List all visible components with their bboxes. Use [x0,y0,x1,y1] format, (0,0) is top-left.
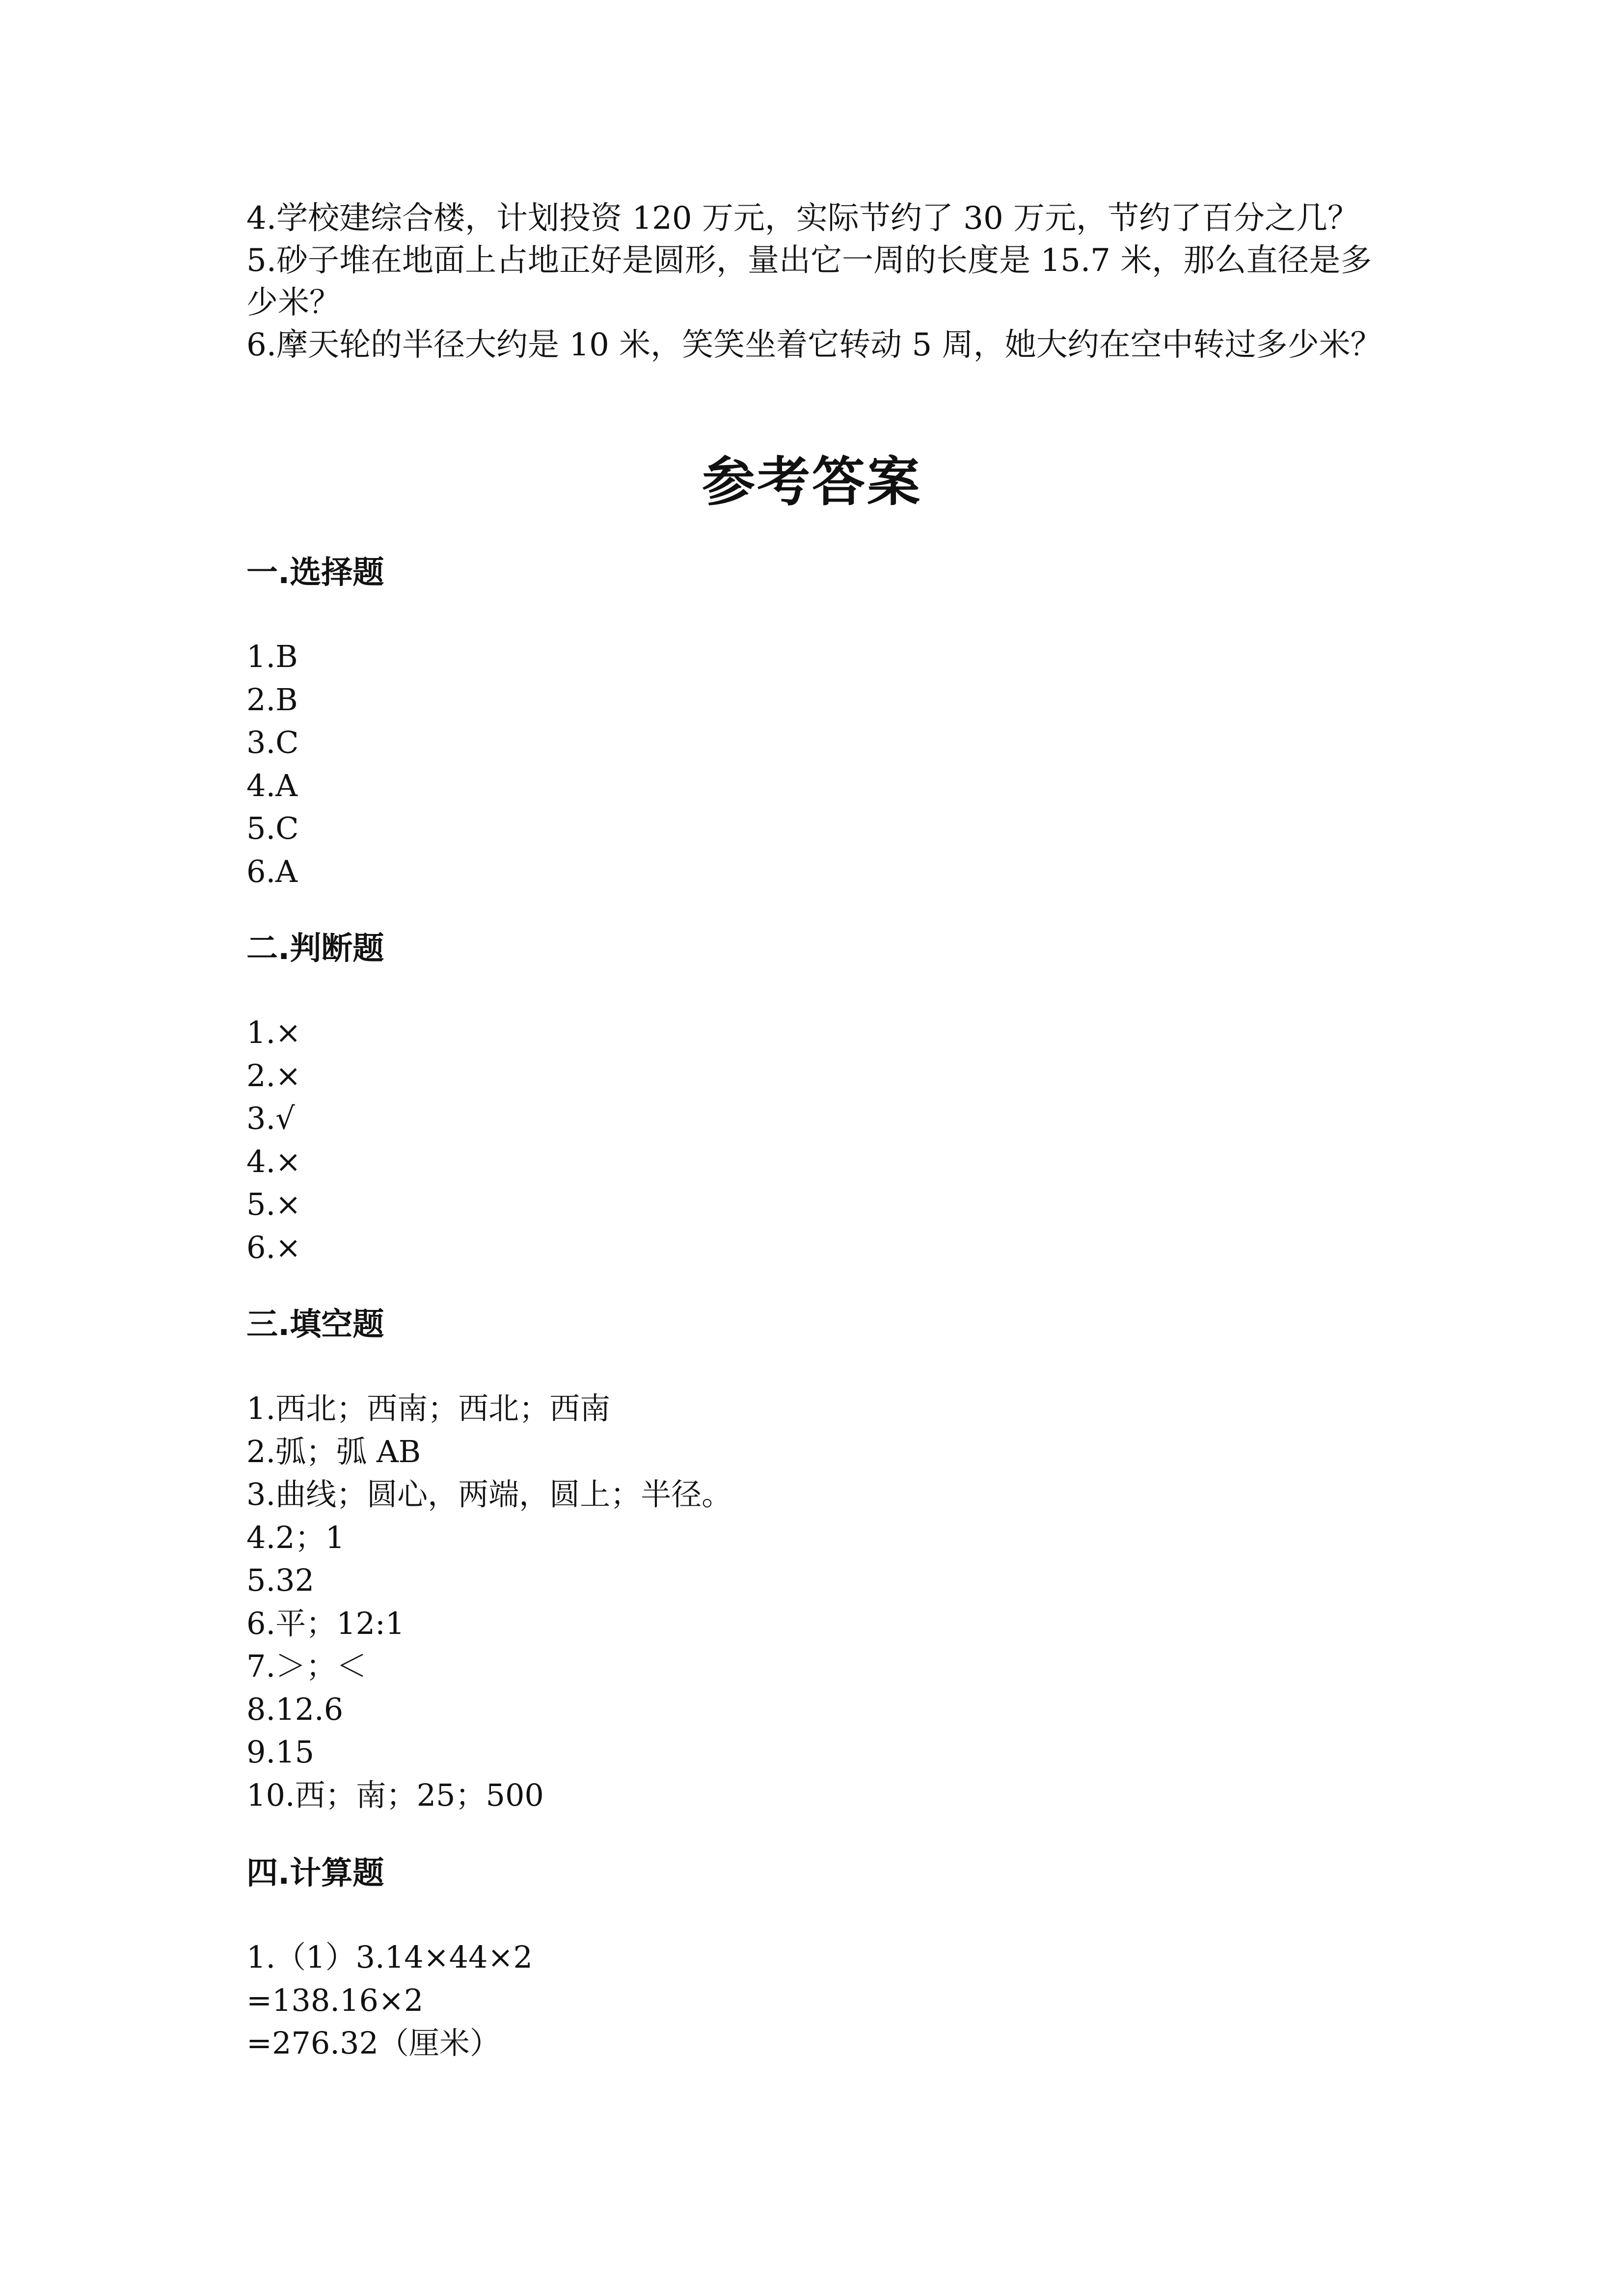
answer-line: 4.A [246,767,298,803]
answer-line: 1.B [246,639,298,674]
answer-line: 2.× [246,1057,301,1094]
answer-line: 6.× [246,1229,301,1265]
answer-line: 2.弧；弧 AB [246,1433,421,1469]
answer-line: 1.（1）3.14×44×2 [246,1939,533,1975]
answer-line: 6.平；12:1 [246,1605,405,1641]
answer-line: 5.32 [246,1562,315,1598]
answer-line: 5.× [246,1186,301,1222]
answer-line: 5.C [246,810,299,846]
section-title-judgement: 二.判断题 [246,931,384,967]
section-title-calculation: 四.计算题 [246,1855,384,1892]
answer-line: 3.C [246,724,299,760]
answer-line: 4.× [246,1143,301,1179]
question-list [246,197,1385,366]
section-title-choice: 一.选择题 [246,555,384,591]
section-judgement-answers [246,1011,301,1269]
answer-line: 1.西北；西南；西北；西南 [246,1390,611,1426]
answer-line: =138.16×2 [246,1982,424,2018]
question-4: 4.学校建综合楼，计划投资 120 万元，实际节约了 30 万元，节约了百分之几？ [246,200,1359,237]
section-title-fill-blank: 三.填空题 [246,1307,384,1343]
section-calculation-answers [246,1936,533,2065]
question-5: 5.砂子堆在地面上占地正好是圆形，量出它一周的长度是 15.7 米，那么直径是多少米？ [246,242,1372,321]
answer-line: 6.A [246,853,298,889]
answer-line: =276.32（厘米） [246,2025,500,2061]
answer-line: 7.＞；＜ [246,1648,367,1684]
answer-line: 10.西；南；25；500 [246,1777,544,1813]
answer-line: 3.√ [246,1100,295,1136]
answer-line: 4.2；1 [246,1519,345,1555]
answer-title: 参考答案 [702,451,922,513]
answer-line: 2.B [246,681,298,718]
section-choice-answers [246,635,299,893]
answer-line: 3.曲线；圆心，两端，圆上；半径。 [246,1476,732,1512]
section-fill-blank-answers [246,1387,732,1816]
answer-line: 8.12.6 [246,1691,344,1727]
answer-line: 1.× [246,1015,301,1050]
answer-line: 9.15 [246,1734,315,1770]
question-6: 6.摩天轮的半径大约是 10 米，笑笑坐着它转动 5 周，她大约在空中转过多少米？ [246,327,1382,363]
